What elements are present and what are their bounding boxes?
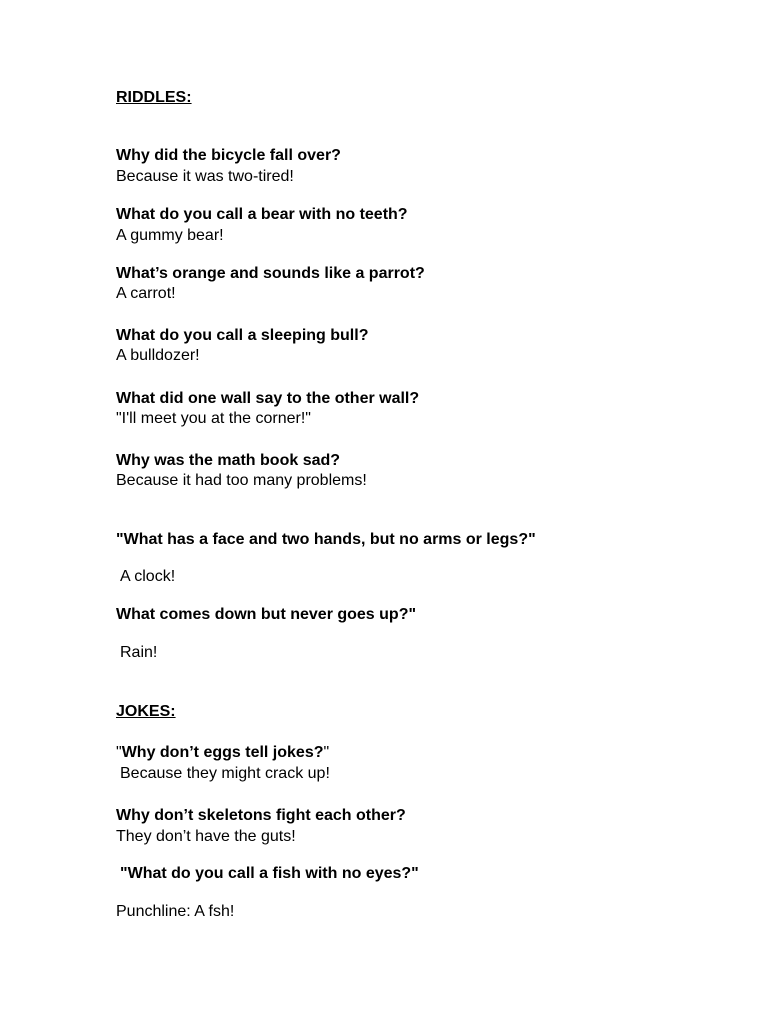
riddle-answer: Rain! [120, 644, 158, 661]
riddle-question: What did one wall say to the other wall? [116, 390, 420, 407]
riddle-question: What do you call a bear with no teeth? [116, 206, 408, 223]
joke-question [116, 743, 329, 763]
jokes-heading: JOKES: [116, 703, 176, 720]
joke-question: "What do you call a fish with no eyes?" [120, 865, 419, 882]
riddle-question: "What has a face and two hands, but no arms or legs?" [116, 531, 536, 548]
joke-question: Why don’t skeletons fight each other? [116, 807, 406, 824]
riddle-answer: Because it had too many problems! [116, 472, 367, 489]
riddle-answer: "I'll meet you at the corner!" [116, 410, 311, 427]
quote-mark: " [116, 744, 122, 761]
riddle-answer: A clock! [120, 568, 176, 585]
riddle-question: What comes down but never goes up?" [116, 606, 417, 623]
riddle-answer: A carrot! [116, 285, 176, 302]
riddle-answer: A gummy bear! [116, 227, 224, 244]
riddle-answer: A bulldozer! [116, 347, 200, 364]
riddle-question: What do you call a sleeping bull? [116, 327, 369, 344]
riddle-answer: Because it was two-tired! [116, 168, 294, 185]
quote-mark: " [323, 744, 330, 761]
joke-answer: Punchline: A fsh! [116, 903, 235, 920]
riddle-question: What’s orange and sounds like a parrot? [116, 265, 425, 282]
riddle-question: Why was the math book sad? [116, 452, 341, 469]
riddle-question: Why did the bicycle fall over? [116, 147, 341, 164]
riddles-heading: RIDDLES: [116, 89, 192, 106]
joke-answer: They don’t have the guts! [116, 828, 296, 845]
joke-question-text: Why don’t eggs tell jokes? [121, 744, 324, 761]
joke-answer: Because they might crack up! [120, 765, 330, 782]
